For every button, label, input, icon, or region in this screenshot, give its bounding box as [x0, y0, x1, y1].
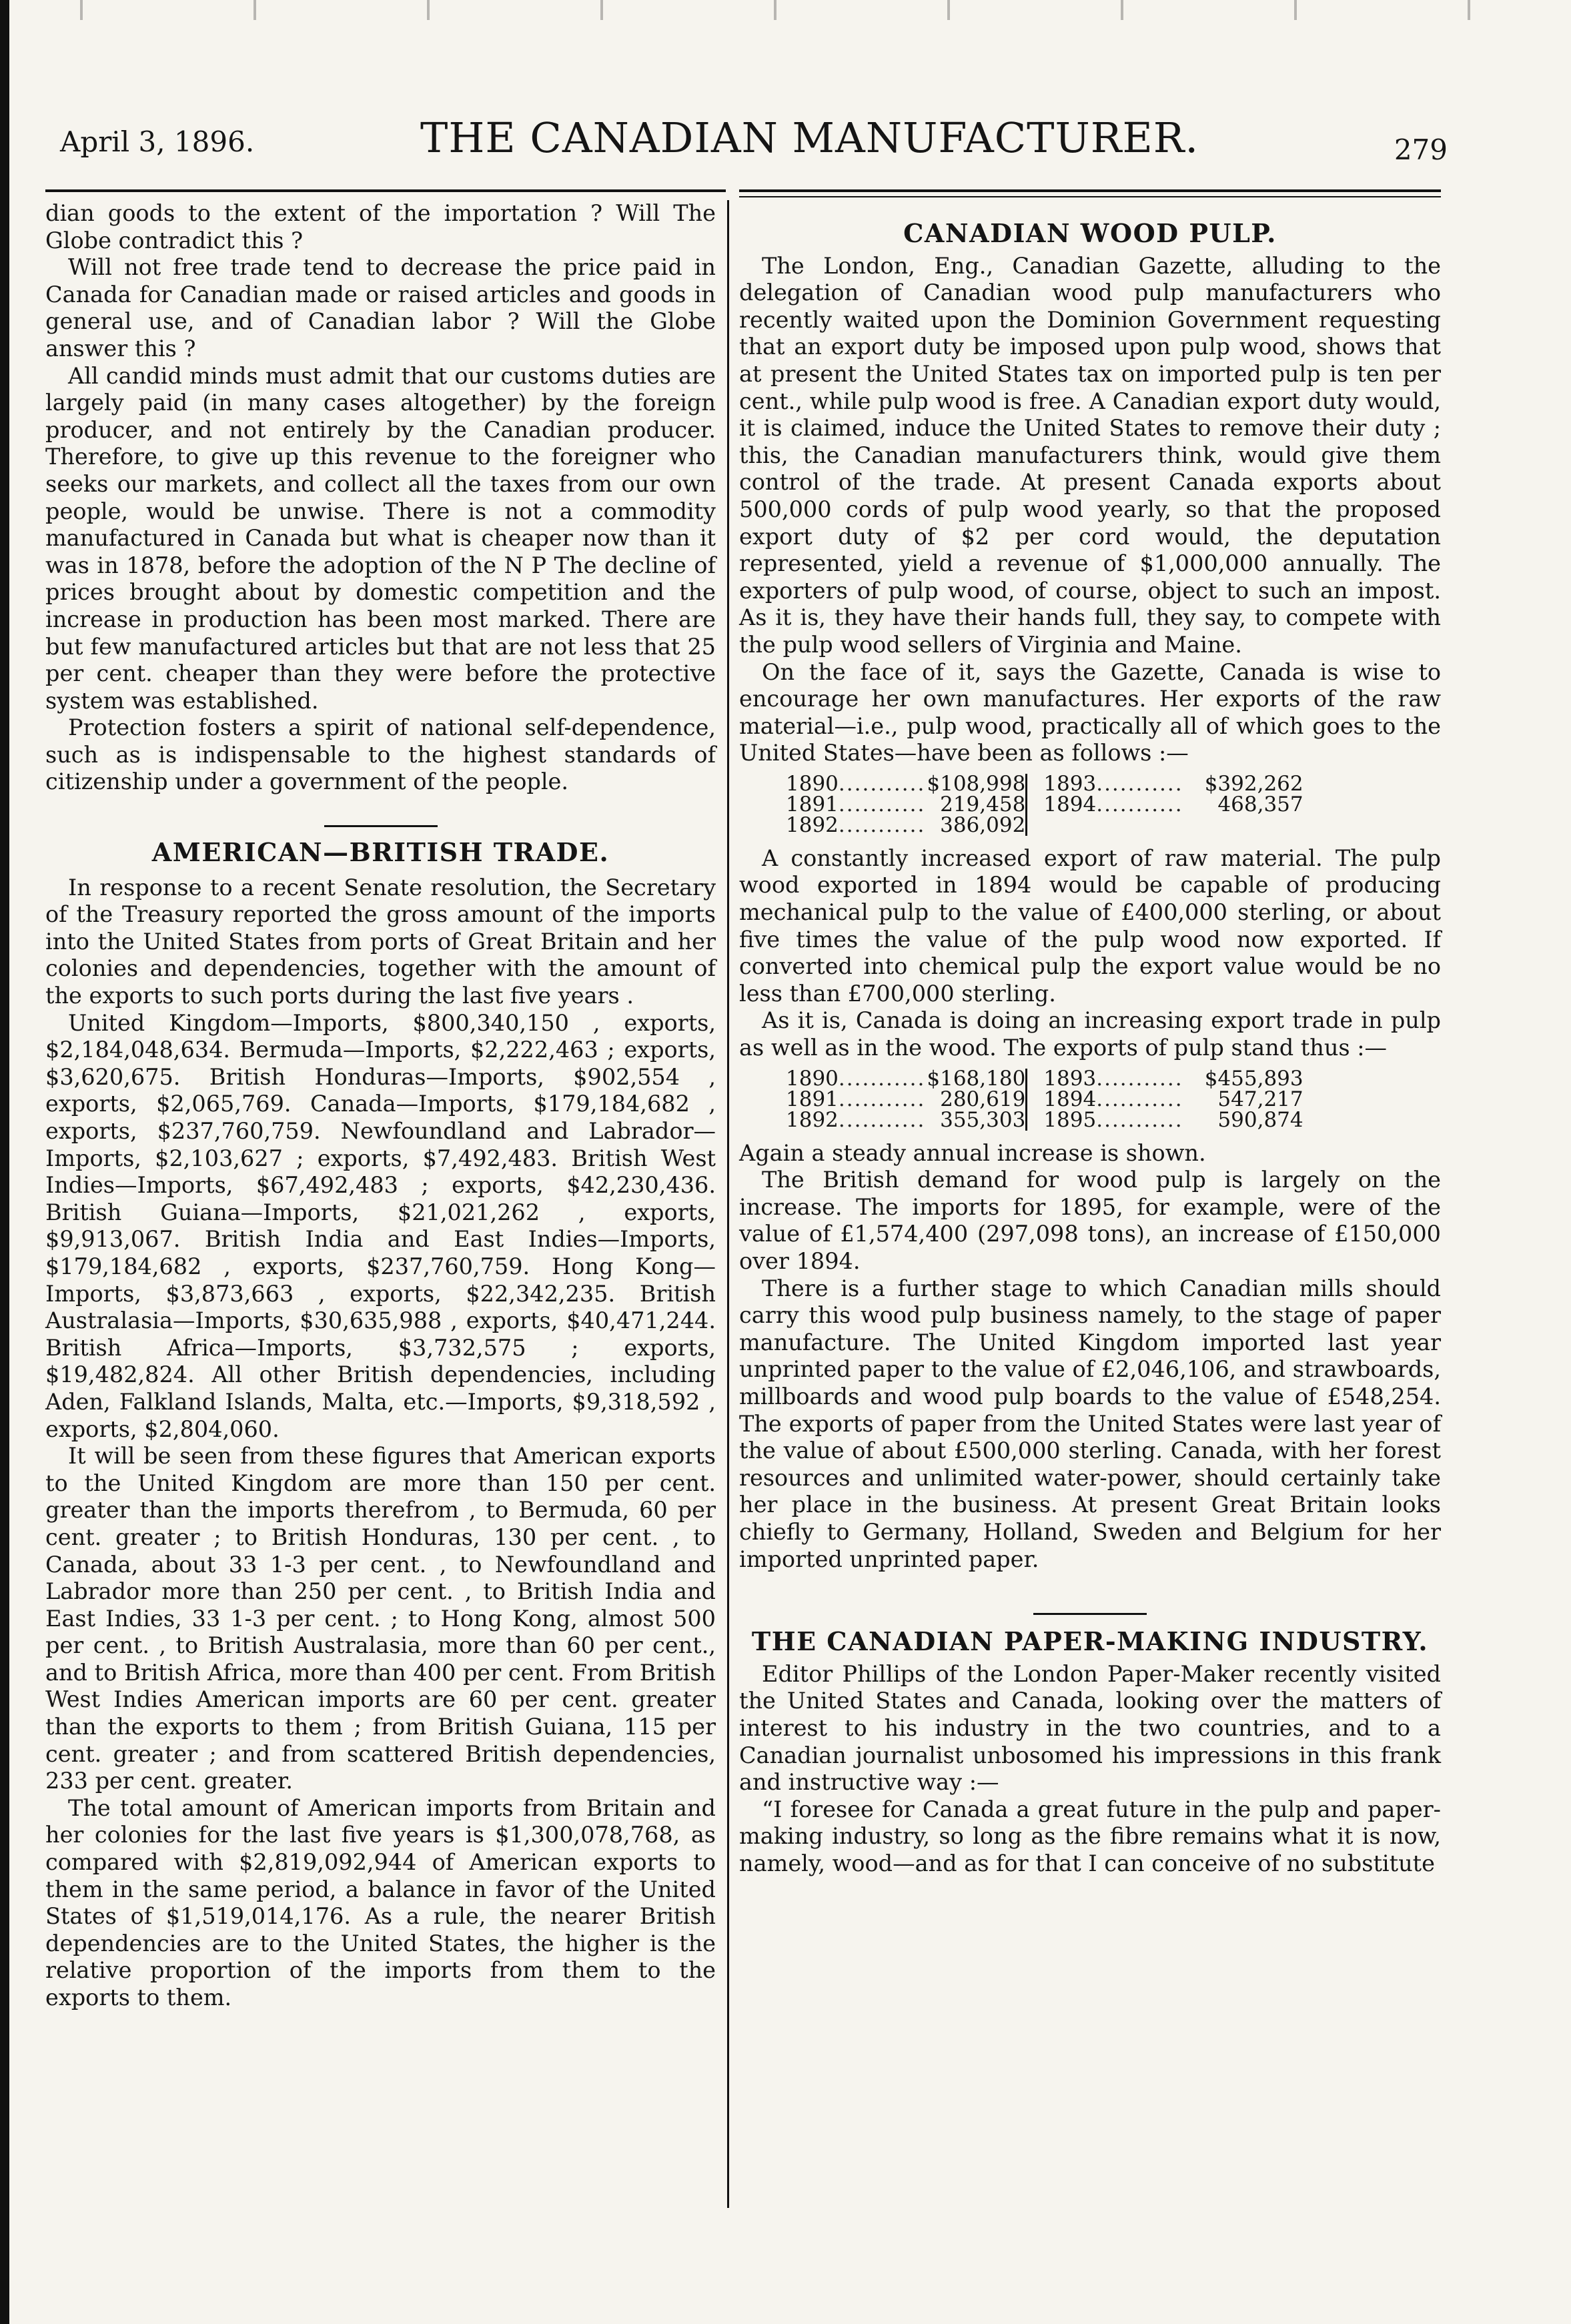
- scan-noise-top: [0, 0, 1571, 20]
- value-cell: 386,092: [940, 812, 1026, 837]
- year-cell: 1893: [1043, 1066, 1097, 1091]
- leader-dots: ...........: [1096, 1109, 1183, 1131]
- value-cell: 547,217: [1217, 1087, 1303, 1111]
- paragraph: Will not free trade tend to decrease the price paid in Canada for Canadian made or raised articles and goods in general use, and of Canadian labor ? Will the Globe answer this ?: [45, 254, 716, 362]
- header-rule-right: [739, 189, 1441, 192]
- leader-dots: ...........: [838, 794, 926, 815]
- pulp-export-table: [786, 1066, 1303, 1132]
- scan-edge: [0, 0, 9, 2324]
- year-cell: 1895: [1043, 1107, 1097, 1132]
- paragraph: The total amount of American imports from Britain and her colonies for the last five years is $1,300,078,768, as compared with $2,819,092,944 of American exports to them in the same period, a balance in favor of the United States of $1,519,014,176. As a rule, the nearer British dependencies are to the United States, the higher is the relative proportion of the imports from them to the exports to them.: [45, 1794, 716, 2010]
- leader-dots: ...........: [1096, 794, 1183, 815]
- year-cell: 1894: [1043, 792, 1097, 816]
- leader-dots: ...........: [838, 1089, 926, 1110]
- leader-dots: ...........: [838, 1109, 926, 1131]
- table-row: [786, 1069, 1303, 1089]
- value-cell: 280,619: [940, 1087, 1026, 1111]
- year-cell: 1892: [786, 812, 839, 837]
- value-cell: 590,874: [1217, 1107, 1303, 1132]
- paragraph: The London, Eng., Canadian Gazette, alluding to the delegation of Canadian wood pulp manufacturers who recently waited upon the Dominion Government requesting that an export duty be imposed upon pulp wood, shows that at present the United States tax on imported pulp is ten per cent., while pulp wood is free. A Canadian export duty would, it is claimed, induce the United States to remove their duty ; this, the Canadian manufacturers think, would give them control of the trade. At present Canada exports about 500,000 cords of pulp wood yearly, so that the proposed export duty of $2 per cord would, the deputation represented, yield a revenue of $1,000,000 annually. The exporters of pulp wood, of course, object to such an impost. As it is, they have their hands full, they say, to compete with the pulp wood sellers of Virginia and Maine.: [739, 252, 1441, 658]
- page-header: [60, 113, 1448, 173]
- year-cell: 1893: [1043, 771, 1097, 796]
- leader-dots: ...........: [838, 1068, 926, 1089]
- paragraph: As it is, Canada is doing an increasing export trade in pulp as well as in the wood. The exports of pulp stand thus :—: [739, 1007, 1441, 1061]
- paragraph: Protection fosters a spirit of national self-dependence, such as is indispensable to the highest standards of citizenship under a government of the people.: [45, 714, 716, 795]
- year-cell: 1890: [786, 771, 839, 796]
- article-heading: AMERICAN—BRITISH TRADE.: [151, 837, 610, 868]
- issue-date: April 3, 1896.: [60, 125, 255, 158]
- paragraph: Again a steady annual increase is shown.: [739, 1139, 1206, 1166]
- table-row: [786, 794, 1303, 815]
- table-separator: [1027, 794, 1044, 815]
- paragraph: United Kingdom—Imports, $800,340,150 , exports, $2,184,048,634. Bermuda—Imports, $2,222,463 ; exports, $3,620,675. British Honduras—Imports, $902,554 , exports, $2,065,769. Canada—Imports, $179,184,682 , exports, $237,760,759. Newfoundland and Labrador—Imports, $2,103,627 ; exports, $7,492,483. British West Indies—Imports, $67,492,483 ; exports, $42,230,436. British Guiana—Imports, $21,021,262 , exports, $9,913,067. British India and East Indies—Imports, $179,184,682 , exports, $237,760,759. Hong Kong—Imports, $3,873,663 , exports, $22,342,235. British Australasia—Imports, $30,635,988 , exports, $40,471,244. British Africa—Imports, $3,732,575 ; exports, $19,482,824. All other British dependencies, including Aden, Falkland Islands, Malta, etc.—Imports, $9,318,592 , exports, $2,804,060.: [45, 1009, 716, 1442]
- value-cell: $168,180: [927, 1066, 1026, 1091]
- table-separator: [1027, 1069, 1044, 1089]
- value-cell: $455,893: [1204, 1066, 1303, 1091]
- table-separator: [1027, 1089, 1044, 1110]
- left-column: [45, 200, 716, 2012]
- table-separator: [1027, 815, 1044, 836]
- year-cell: 1894: [1043, 1087, 1097, 1111]
- pulp-wood-export-table: [786, 771, 1303, 837]
- table-row: [786, 774, 1303, 794]
- column-divider: [727, 200, 729, 2208]
- article-heading: CANADIAN WOOD PULP.: [903, 218, 1277, 248]
- paragraph: “I foresee for Canada a great future in the pulp and paper-making industry, so long as the fibre remains what it is now, namely, wood—and as for that I can conceive of no substitute: [739, 1796, 1441, 1876]
- paragraph: On the face of it, says the Gazette, Canada is wise to encourage her own manufactures. Her exports of the raw material—i.e., pulp wood, practically all of which goes to the United States—have been as follows :—: [739, 658, 1441, 766]
- table-separator: [1027, 1110, 1044, 1131]
- year-cell: 1891: [786, 792, 839, 816]
- paragraph: dian goods to the extent of the importation ? Will The Globe contradict this ?: [45, 200, 716, 253]
- article-heading: THE CANADIAN PAPER-MAKING INDUSTRY.: [751, 1626, 1429, 1657]
- year-cell: 1890: [786, 1066, 839, 1091]
- table-row: [786, 1089, 1303, 1110]
- paragraph: All candid minds must admit that our customs duties are largely paid (in many cases altogether) by the foreign producer, and not entirely by the Canadian producer. Therefore, to give up this revenue to the foreigner who seeks our markets, and collect all the taxes from our own people, would be unwise. There is not a commodity manufactured in Canada but what is cheaper now than it was in 1878, before the adoption of the N P The decline of prices brought about by domestic competition and the increase in production has been most marked. There are but few manufactured articles but that are not less that 25 per cent. cheaper than they were before the protective system was established.: [45, 362, 716, 714]
- value-cell: 355,303: [940, 1107, 1026, 1132]
- value-cell: $108,998: [927, 771, 1026, 796]
- header-rule-right-2: [739, 196, 1441, 197]
- paragraph: The British demand for wood pulp is largely on the increase. The imports for 1895, for example, were of the value of £1,574,400 (297,098 tons), an increase of £150,000 over 1894.: [739, 1167, 1441, 1274]
- value-cell: 219,458: [940, 792, 1026, 816]
- year-cell: 1891: [786, 1087, 839, 1111]
- paragraph: There is a further stage to which Canadian mills should carry this wood pulp business namely, to the stage of paper manufacture. The United Kingdom imported last year unprinted paper to the value of £2,046,106, and strawboards, millboards and wood pulp boards to the value of £548,254. The exports of paper from the United States were last year of the value of about £500,000 sterling. Canada, with her forest resources and unlimited water-power, should certainly take her place in the business. At present Great Britain looks chiefly to Germany, Holland, Sweden and Belgium for her imported unprinted paper.: [739, 1275, 1441, 1572]
- year-cell: 1892: [786, 1107, 839, 1132]
- paragraph: In response to a recent Senate resolution, the Secretary of the Treasury reported the gross amount of the imports into the United States from ports of Great Britain and her colonies and dependencies, together with the amount of the exports to such ports during the last five years .: [45, 874, 716, 1009]
- paragraph: It will be seen from these figures that American exports to the United Kingdom are more than 150 per cent. greater than the imports therefrom , to Bermuda, 60 per cent. greater ; to British Honduras, 130 per cent. , to Canada, about 33 1-3 per cent. , to Newfoundland and Labrador more than 250 per cent. , to British India and East Indies, 33 1-3 per cent. ; to Hong Kong, almost 500 per cent. , to British Australasia, more than 60 per cent., and to British Africa, more than 400 per cent. From British West Indies American imports are 60 per cent. greater than the exports to them ; from British Guiana, 115 per cent. greater ; and from scattered British dependencies, 233 per cent. greater.: [45, 1443, 716, 1794]
- value-cell: 468,357: [1217, 792, 1303, 816]
- leader-dots: ...........: [1096, 773, 1183, 794]
- page-number: 279: [1394, 133, 1448, 166]
- header-rule-left: [45, 189, 726, 192]
- right-column: [739, 200, 1441, 1877]
- value-cell: $392,262: [1204, 771, 1303, 796]
- paragraph: Editor Phillips of the London Paper-Maker recently visited the United States and Canada, looking over the matters of interest to his industry in the two countries, and to a Canadian journalist unbosomed his impressions in this frank and instructive way :—: [739, 1660, 1441, 1796]
- table-separator: [1027, 774, 1044, 794]
- table-row: [786, 1110, 1303, 1131]
- leader-dots: ...........: [1096, 1068, 1183, 1089]
- leader-dots: ...........: [838, 773, 926, 794]
- paragraph: A constantly increased export of raw material. The pulp wood exported in 1894 would be capable of producing mechanical pulp to the value of £400,000 sterling, or about five times the value of the pulp wood now exported. If converted into chemical pulp the export value would be no less than £700,000 sterling.: [739, 844, 1441, 1007]
- publication-title: THE CANADIAN MANUFACTURER.: [420, 113, 1199, 162]
- leader-dots: ...........: [838, 814, 926, 836]
- leader-dots: ...........: [1096, 1089, 1183, 1110]
- table-row: [786, 815, 1303, 836]
